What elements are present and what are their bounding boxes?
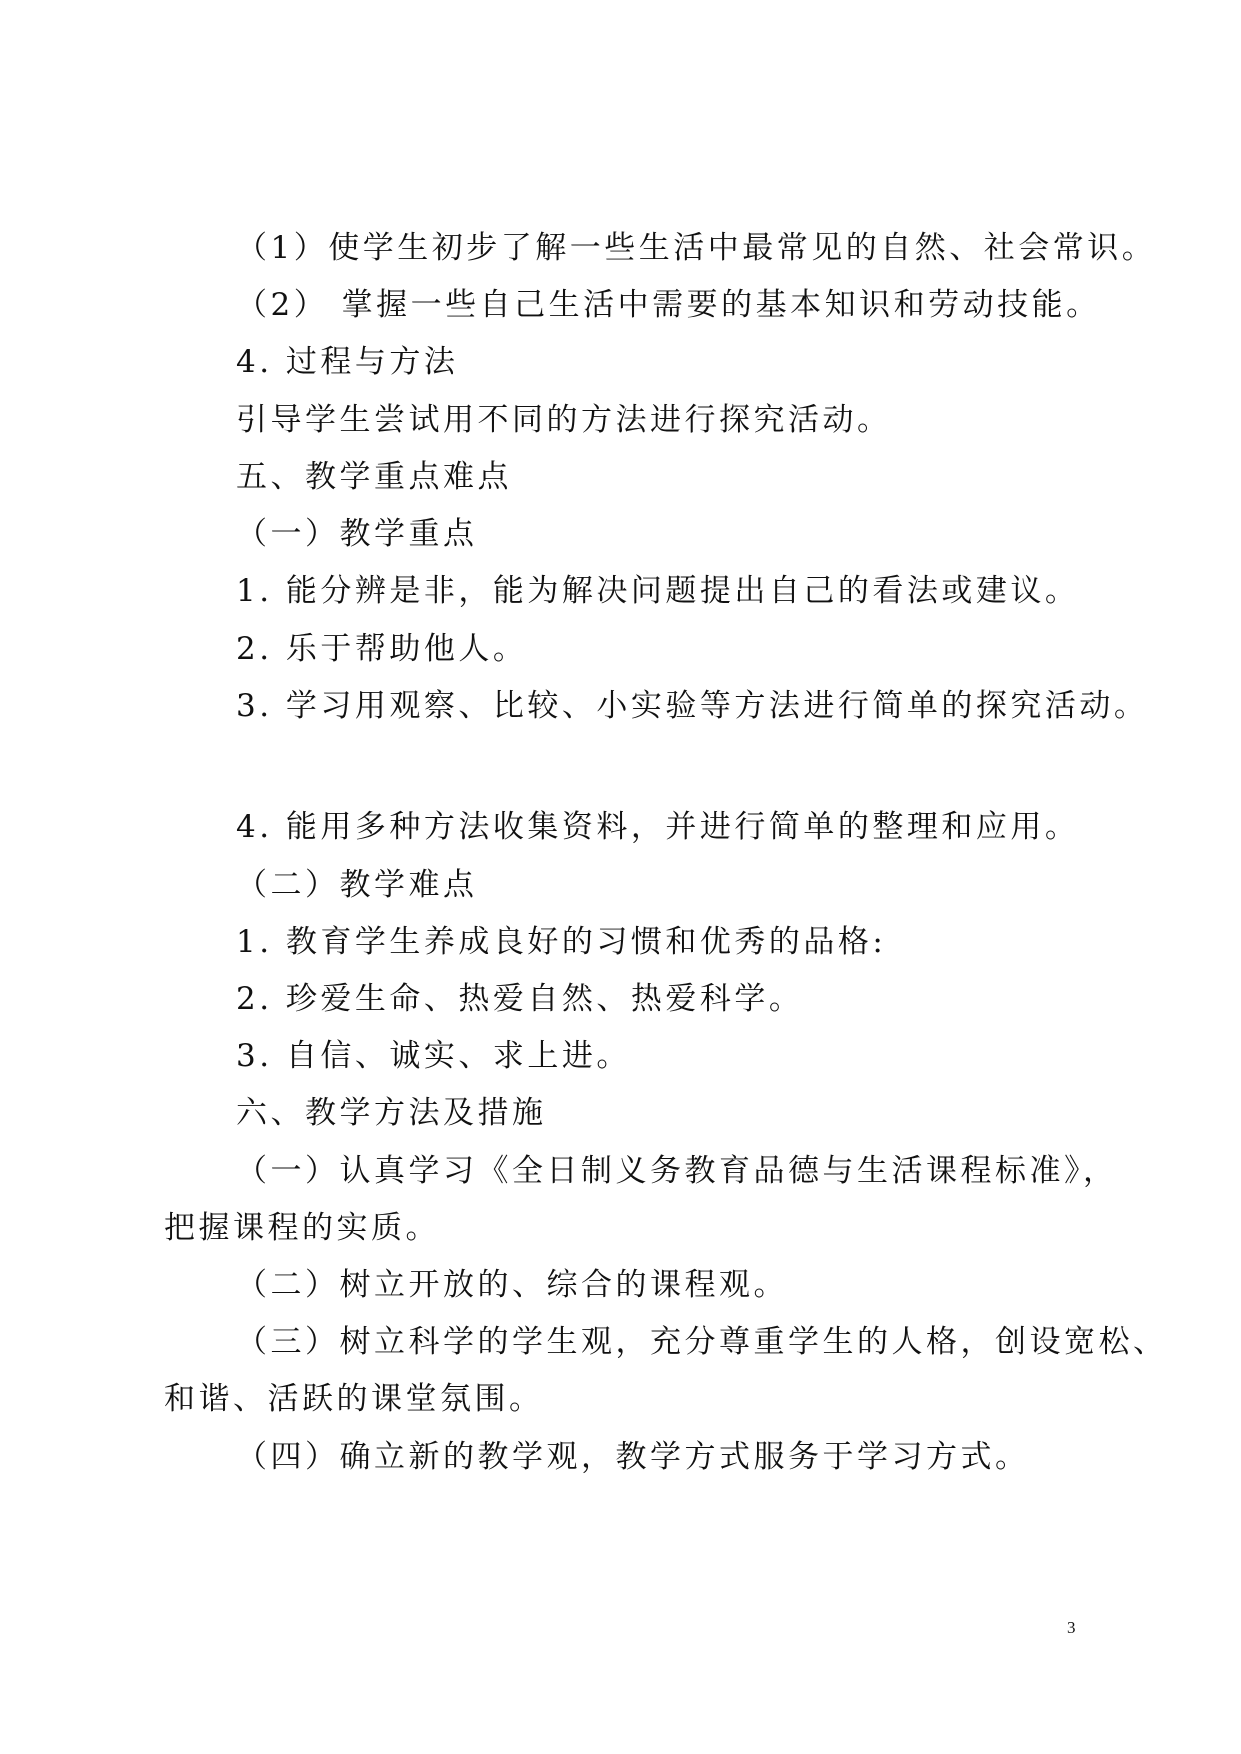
page-number: 3 [1067,1618,1076,1637]
paragraph-line: （二）树立开放的、综合的课程观。 [236,1267,788,1303]
list-item: 2. 乐于帮助他人。 [236,631,528,667]
list-item: 4. 能用多种方法收集资料，并进行简单的整理和应用。 [236,809,1080,845]
subsection-heading: （二）教学难点 [236,867,478,903]
list-item: 3. 自信、诚实、求上进。 [236,1038,631,1074]
section-heading: 六、教学方法及措施 [236,1095,547,1131]
list-item: 1. 能分辨是非，能为解决问题提出自己的看法或建议。 [236,573,1080,609]
list-item: 2. 珍爱生命、热爱自然、热爱科学。 [236,981,804,1017]
paragraph-line: 引导学生尝试用不同的方法进行探究活动。 [236,402,892,438]
paragraph-line: （1）使学生初步了解一些生活中最常见的自然、社会常识。 [236,230,1157,266]
paragraph-line: （2） 掌握一些自己生活中需要的基本知识和劳动技能。 [236,287,1101,323]
paragraph-line: （四）确立新的教学观，教学方式服务于学习方式。 [236,1439,1030,1475]
paragraph-line: （一）认真学习《全日制义务教育品德与生活课程标准》， [236,1153,1118,1189]
section-heading: 4. 过程与方法 [236,344,459,380]
paragraph-line: （三）树立科学的学生观，充分尊重学生的人格，创设宽松、 [236,1324,1168,1360]
paragraph-line: 把握课程的实质。 [164,1210,440,1246]
paragraph-line: 和谐、活跃的课堂氛围。 [164,1381,544,1417]
list-item: 3. 学习用观察、比较、小实验等方法进行简单的探究活动。 [236,688,1149,724]
list-item: 1. 教育学生养成良好的习惯和优秀的品格: [236,924,887,960]
subsection-heading: （一）教学重点 [236,516,478,552]
section-heading: 五、教学重点难点 [236,459,512,495]
